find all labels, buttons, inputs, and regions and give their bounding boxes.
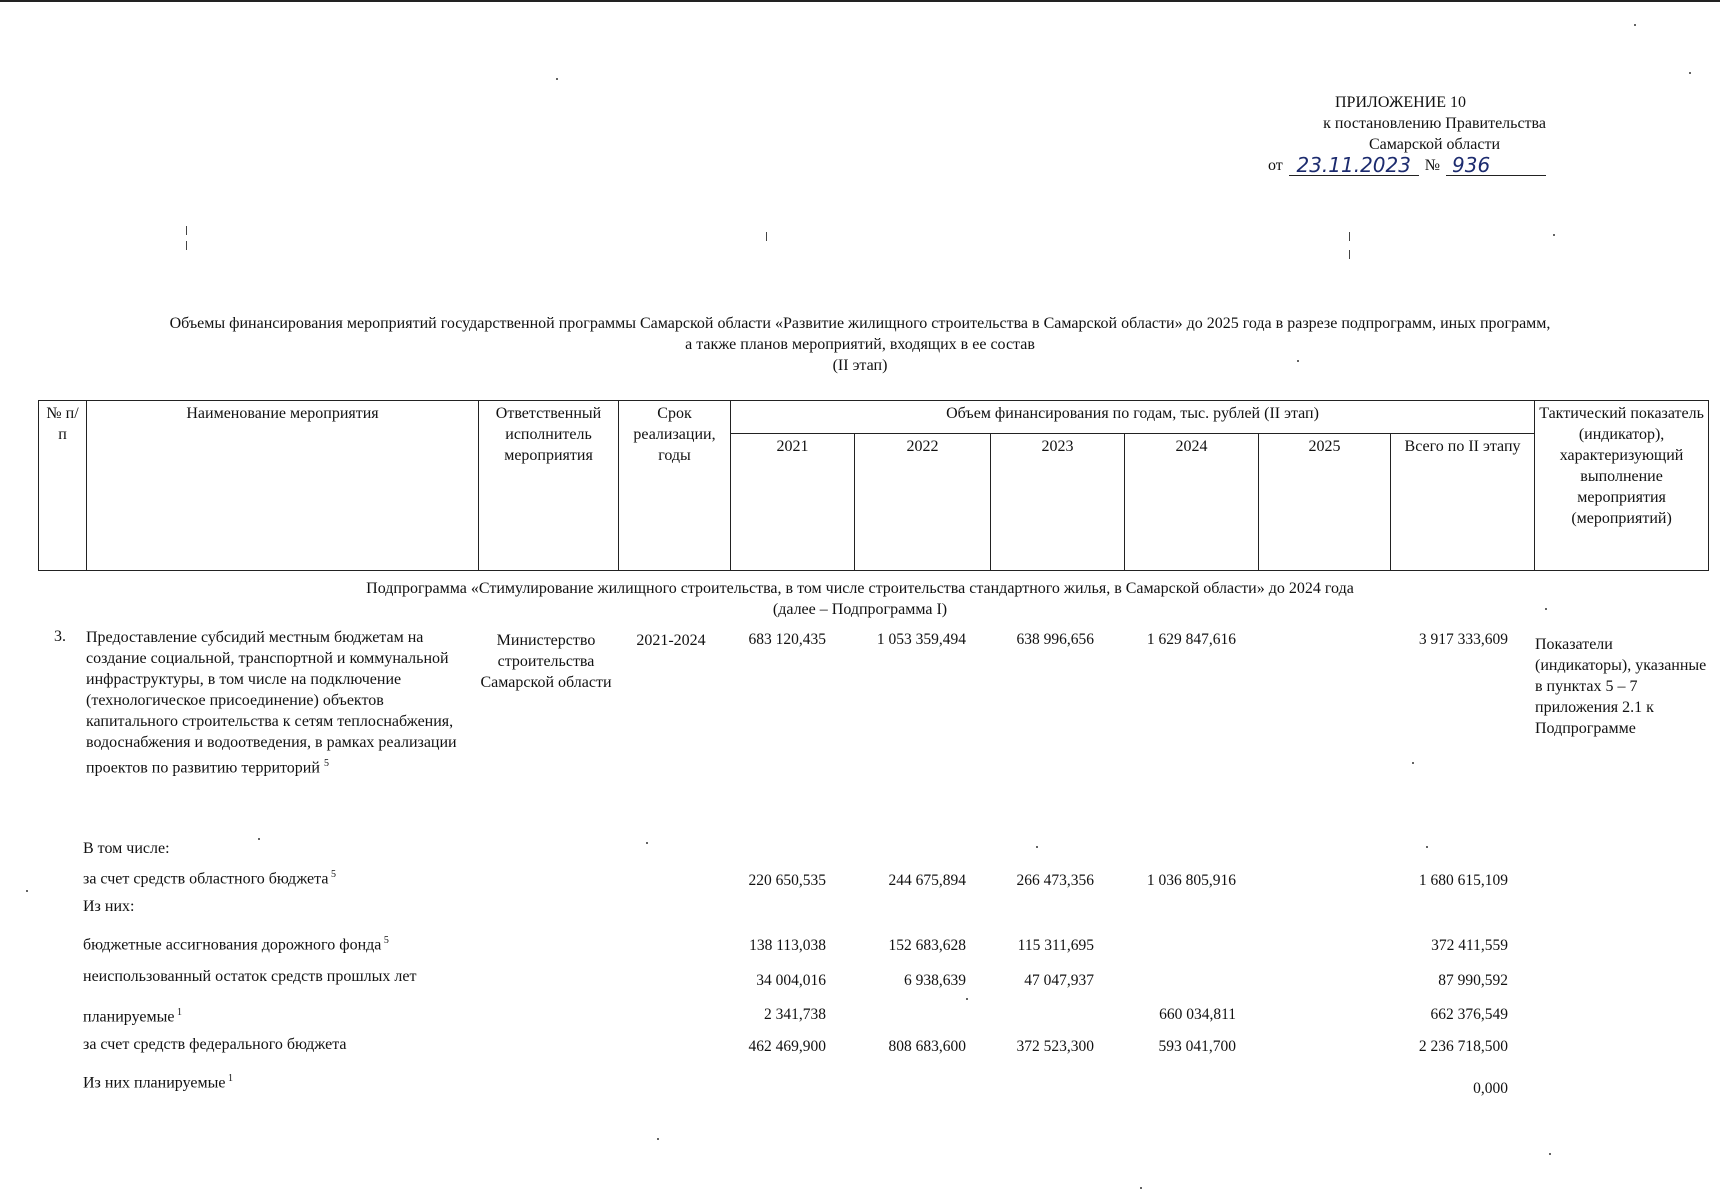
- row3-value-3: 1 629 847,616: [1146, 631, 1236, 648]
- breakdown-4-value-2: 47 047,937: [1024, 972, 1094, 989]
- scan-mark: [186, 241, 187, 250]
- breakdown-4-value-0: 34 004,016: [756, 972, 826, 989]
- row3-value-0: 683 120,435: [748, 631, 826, 648]
- appendix-decree-ref: к постановлению Правительства: [1323, 115, 1546, 132]
- scan-speck: [1412, 762, 1414, 764]
- header-indicator: Тактический показатель (индикатор), характеризующий выполнение мероприятия (мероприятий): [1535, 401, 1709, 571]
- document-title: [60, 313, 1660, 376]
- decree-date: 23.11.2023: [1289, 155, 1419, 176]
- from-label: от: [1267, 157, 1283, 174]
- header-period: Срок реализации, годы: [619, 401, 731, 571]
- scan-speck: [556, 78, 558, 80]
- breakdown-1-value-2: 266 473,356: [1016, 872, 1094, 889]
- header-num: № п/п: [39, 401, 87, 571]
- row-name-text: Предоставление субсидий местным бюджетам на создание социальной, транспортной и коммунальной инфраструктуры, в том числе на подключение (технологическое присоединение) объектов капитального строительства к сетям теплоснабжения, водоснабжения и водоотведения, в рамках реализации проектов по развитию территорий: [86, 629, 457, 777]
- scan-mark: [186, 226, 187, 235]
- scan-speck: [657, 1138, 659, 1140]
- header-year-2023: 2023: [991, 434, 1125, 571]
- scan-speck: [26, 890, 28, 892]
- scan-speck: [1689, 72, 1691, 74]
- breakdown-label-text: В том числе:: [83, 840, 170, 857]
- decree-date-number: [1226, 155, 1546, 176]
- breakdown-4-value-5: 87 990,592: [1438, 972, 1508, 989]
- breakdown-label: [83, 838, 170, 859]
- breakdown-label-text: планируемые: [83, 1008, 175, 1026]
- breakdown-3-value-1: 152 683,628: [888, 937, 966, 954]
- row-executor: Министерство строительства Самарской области: [480, 632, 612, 691]
- subprogram-heading: [160, 578, 1560, 620]
- breakdown-6-value-3: 593 041,700: [1158, 1038, 1236, 1055]
- header-funding: Объем финансирования по годам, тыс. рублей (II этап): [731, 401, 1535, 434]
- scan-speck: [1140, 1187, 1142, 1189]
- breakdown-label-text: неиспользованный остаток средств прошлых лет: [83, 968, 417, 985]
- breakdown-label-text: Из них:: [83, 898, 135, 915]
- breakdown-6-value-2: 372 523,300: [1016, 1038, 1094, 1055]
- appendix-header: [1226, 92, 1546, 176]
- funding-table-header: [38, 400, 1709, 571]
- scan-speck: [258, 838, 260, 840]
- title-line-1: Объемы финансирования мероприятий государственной программы Самарской области «Развитие жилищного строительства в Самарской области» до 2025 года в разрезе подпрограмм, иных программ,: [169, 315, 1551, 332]
- breakdown-footnote: 1: [225, 1073, 233, 1084]
- row3-value-5: 3 917 333,609: [1418, 631, 1508, 648]
- header-year-2022: 2022: [855, 434, 991, 571]
- breakdown-label-text: бюджетные ассигнования дорожного фонда: [83, 936, 382, 954]
- scan-speck: [1426, 846, 1428, 848]
- appendix-title: ПРИЛОЖЕНИЕ 10: [1334, 94, 1466, 111]
- row-name-footnote: 5: [323, 758, 329, 769]
- scan-mark: [1349, 250, 1350, 259]
- scan-top-edge: [0, 0, 1720, 2]
- breakdown-footnote: 5: [381, 935, 389, 946]
- scan-speck: [1036, 846, 1038, 848]
- breakdown-6-value-1: 808 683,600: [888, 1038, 966, 1055]
- breakdown-6-value-5: 2 236 718,500: [1418, 1038, 1508, 1055]
- breakdown-label-text: Из них планируемые: [83, 1074, 226, 1092]
- header-year-2025: 2025: [1259, 434, 1391, 571]
- header-year-2024: 2024: [1125, 434, 1259, 571]
- breakdown-5-value-5: 662 376,549: [1430, 1006, 1508, 1023]
- header-year-2021: 2021: [731, 434, 855, 571]
- breakdown-1-value-0: 220 650,535: [748, 872, 826, 889]
- breakdown-label-text: за счет средств федерального бюджета: [83, 1036, 347, 1053]
- row-number: 3.: [54, 628, 66, 645]
- breakdown-1-value-3: 1 036 805,916: [1146, 872, 1236, 889]
- number-label: №: [1424, 157, 1440, 174]
- breakdown-6-value-0: 462 469,900: [748, 1038, 826, 1055]
- breakdown-label-text: за счет средств областного бюджета: [83, 870, 329, 888]
- appendix-region: Самарской области: [1369, 136, 1500, 153]
- breakdown-footnote: 5: [328, 869, 336, 880]
- breakdown-3-value-2: 115 311,695: [1017, 937, 1094, 954]
- header-executor: Ответственный исполнитель мероприятия: [479, 401, 619, 571]
- breakdown-label: [83, 896, 134, 917]
- breakdown-1-value-1: 244 675,894: [888, 872, 966, 889]
- row3-value-2: 638 996,656: [1016, 631, 1094, 648]
- breakdown-1-value-5: 1 680 615,109: [1418, 872, 1508, 889]
- row-name: [86, 627, 472, 778]
- breakdown-label: [83, 1034, 347, 1055]
- breakdown-label: [83, 1068, 233, 1093]
- breakdown-5-value-0: 2 341,738: [764, 1006, 826, 1023]
- header-name: Наименование мероприятия: [87, 401, 479, 571]
- title-line-3: (II этап): [832, 357, 888, 374]
- scan-mark: [1349, 232, 1350, 241]
- subprogram-line-1: Подпрограмма «Стимулирование жилищного строительства, в том числе строительства стандартного жилья, в Самарской области» до 2024 года: [366, 580, 1354, 597]
- breakdown-footnote: 1: [174, 1007, 182, 1018]
- title-line-2: а также планов мероприятий, входящих в ее состав: [685, 336, 1035, 353]
- decree-number: 936: [1446, 155, 1546, 176]
- breakdown-3-value-0: 138 113,038: [749, 937, 826, 954]
- scan-speck: [966, 998, 968, 1000]
- scan-speck: [1549, 1153, 1551, 1155]
- scan-speck: [1634, 24, 1636, 26]
- scan-speck: [646, 842, 648, 844]
- scan-speck: [1553, 234, 1555, 236]
- breakdown-label: [83, 1002, 182, 1027]
- breakdown-5-value-3: 660 034,811: [1159, 1006, 1236, 1023]
- breakdown-7-value-5: 0,000: [1473, 1080, 1508, 1097]
- header-total: Всего по II этапу: [1391, 434, 1535, 571]
- breakdown-4-value-1: 6 938,639: [904, 972, 966, 989]
- breakdown-label: [83, 930, 389, 955]
- scan-mark: [766, 232, 767, 241]
- subprogram-line-2: (далее – Подпрограмма I): [772, 601, 948, 618]
- breakdown-3-value-5: 372 411,559: [1431, 937, 1508, 954]
- row-period: 2021-2024: [636, 632, 706, 649]
- breakdown-label: [83, 864, 336, 889]
- breakdown-label: [83, 966, 416, 987]
- row-indicator: Показатели (индикаторы), указанные в пунктах 5 – 7 приложения 2.1 к Подпрограмме: [1535, 636, 1707, 737]
- row3-value-1: 1 053 359,494: [876, 631, 966, 648]
